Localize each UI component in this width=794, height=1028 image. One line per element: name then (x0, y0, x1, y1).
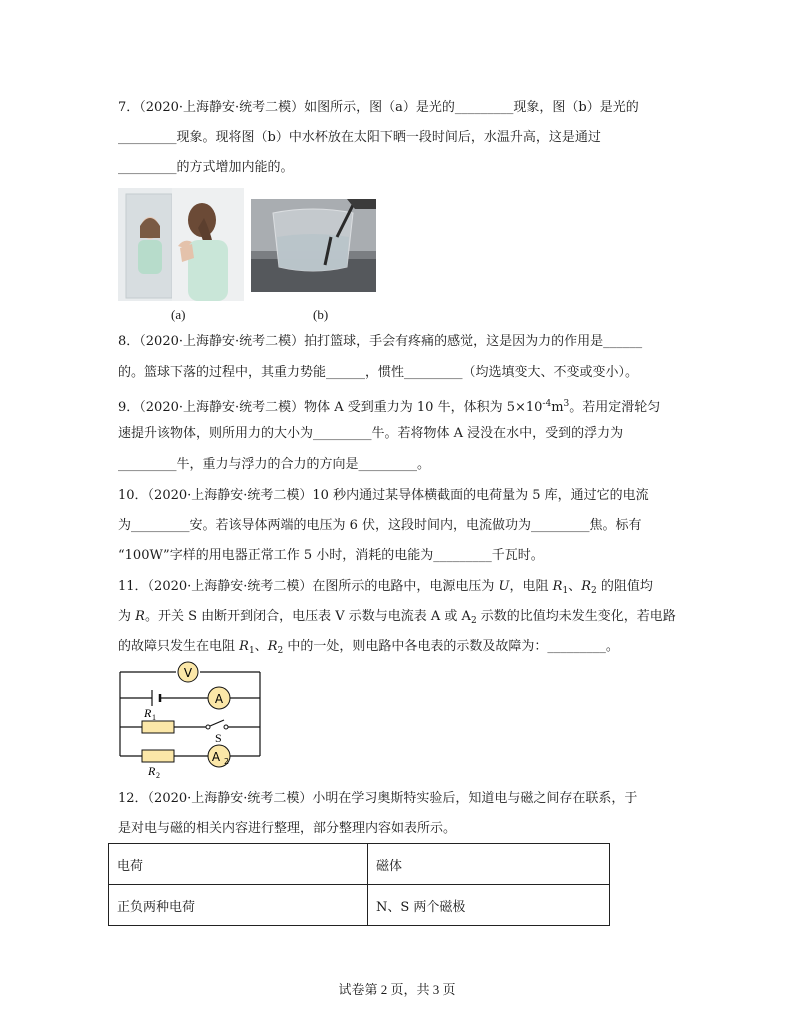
q11-sub-1: 1 (562, 586, 569, 596)
q11-sub-2b: 2 (277, 646, 284, 656)
table-row (109, 885, 610, 926)
q12-line-1: 12．（2020·上海静安·统考二模）小明在学习奥斯特实验后，知道电与磁之间存在联系，于 (118, 791, 638, 806)
q11-text-e: 。开关 S 由断开到闭合，电压表 V 示数与电流表 A 或 A (144, 609, 471, 624)
q11-text-h: 中的一处，则电路中各电表的示数及故障为：_________。 (283, 639, 619, 654)
label-a: A (214, 692, 224, 706)
q11-sep: 、 (568, 579, 582, 594)
q8-line-2: 的。篮球下落的过程中，其重力势能______，惯性_________（均选填变大、不变或变小）。 (118, 365, 639, 380)
q9-exponent: -4 (542, 399, 552, 409)
label-r1: R (144, 706, 152, 720)
q9-unit-exponent: 3 (563, 399, 570, 409)
q11-sub-2: 2 (590, 586, 597, 596)
switch-contact-left (206, 725, 210, 729)
q11-text-b: ，电阻 (509, 579, 553, 594)
caption-a: (a) (171, 307, 186, 322)
q10-line-1: 10．（2020·上海静安·统考二模）10 秒内通过某导体横截面的电荷量为 5 库，通过它的电流 (118, 488, 649, 503)
q11-line-2 (118, 608, 676, 630)
q10-line-2: 为_________安。若该导体两端的电压为 6 伏，这段时间内，电流做功为_________焦。标有 (118, 518, 642, 533)
q9-line-2: 速提升该物体，则所用力的大小为_________牛。若将物体 A 浸没在水中，受到的浮力为 (118, 426, 624, 441)
label-r2-sub: 2 (156, 771, 160, 778)
table-row (109, 844, 610, 885)
q11-text-a: 11．（2020·上海静安·统考二模）在图所示的电路中，电源电压为 (118, 579, 499, 594)
q11-symbol-r: R (135, 609, 145, 624)
resistor-r2 (142, 750, 174, 762)
q11-line-1 (118, 578, 653, 600)
label-a2: A (211, 750, 221, 764)
q9-unit: m (551, 400, 564, 415)
caption-b: (b) (313, 307, 329, 322)
q9-line-1-end: 。若用定滑轮匀 (569, 400, 661, 415)
q11-text-g: 的故障只发生在电阻 (118, 639, 240, 654)
q10-line-3: “100W”字样的用电器正常工作 5 小时，消耗的电能为_________千瓦时。 (118, 548, 544, 563)
label-r2: R (148, 764, 156, 778)
resistor-r1 (142, 721, 174, 733)
q11-symbol-r1b: R (239, 639, 249, 654)
label-v: V (183, 666, 193, 680)
table-cell: 正负两种电荷 (109, 885, 368, 926)
q11-text-d: 为 (118, 609, 136, 624)
q12-line-2: 是对电与磁的相关内容进行整理，部分整理内容如表所示。 (118, 821, 457, 836)
q11-symbol-r2: R (581, 579, 591, 594)
table-cell: 磁体 (368, 844, 610, 885)
q11-symbol-r2b: R (267, 639, 278, 654)
q11-line-3 (118, 638, 619, 660)
q9-line-1-text: 9．（2020·上海静安·统考二模）物体 A 受到重力为 10 牛，体积为 5×10 (118, 400, 543, 415)
q7-line-1: 7．（2020·上海静安·统考二模）如图所示，图（a）是光的_________现象，图（b）是光的 (118, 100, 639, 115)
q11-symbol-r1: R (552, 579, 563, 594)
label-a2-sub: 2 (224, 757, 230, 766)
q11-symbol-u: U (498, 579, 510, 594)
q9-line-3: _________牛，重力与浮力的合力的方向是_________。 (118, 457, 431, 472)
table-cell: 电荷 (109, 844, 368, 885)
q11-text-f: 示数的比值均未发生变化，若电路 (476, 609, 676, 624)
label-s: S (215, 731, 222, 745)
switch-contact-right (224, 725, 228, 729)
electricity-magnetism-table (108, 843, 610, 926)
q11-sep-b: 、 (254, 639, 268, 654)
circuit-diagram (112, 660, 272, 778)
q8-line-1: 8．（2020·上海静安·统考二模）拍打篮球，手会有疼痛的感觉，这是因为力的作用是______ (118, 334, 643, 349)
q11-sub-a2: 2 (470, 616, 477, 626)
label-r1-sub: 1 (152, 713, 156, 722)
q7-line-2: _________现象。现将图（b）中水杯放在太阳下晒一段时间后，水温升高，这是通过 (118, 130, 601, 145)
q9-line-1 (118, 395, 660, 417)
page-footer: 试卷第 2 页，共 3 页 (338, 982, 456, 997)
photo-a-mirror-reflection (118, 188, 244, 301)
table-cell: N、S 两个磁极 (368, 885, 610, 926)
q11-text-c: 的阻值均 (596, 579, 653, 594)
photo-b-water-refraction (251, 199, 376, 292)
q7-line-3: _________的方式增加内能的。 (118, 160, 294, 175)
q11-sub-1b: 1 (248, 646, 255, 656)
